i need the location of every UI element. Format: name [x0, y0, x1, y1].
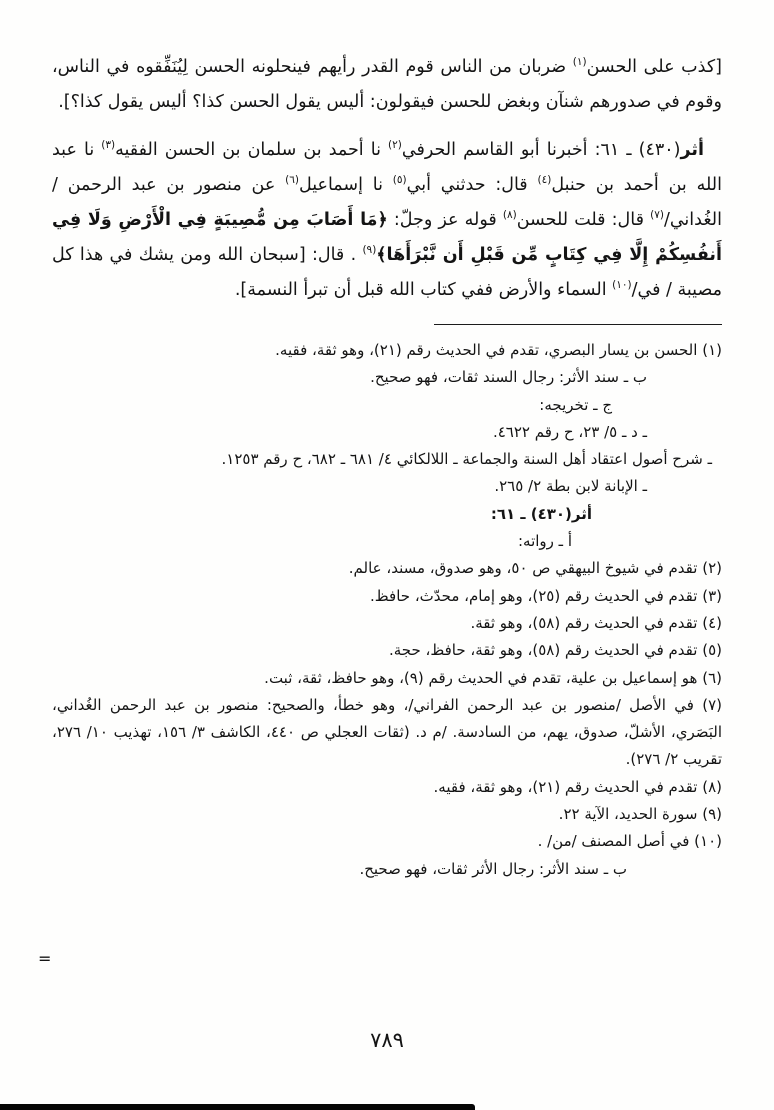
footnote-line-5: [52, 637, 722, 664]
footnote-line-7: [52, 692, 722, 774]
text-segment: أثر: [680, 140, 704, 160]
text-segment: [كذب على الحسن: [586, 57, 722, 77]
footnote-marker: (٩): [702, 805, 722, 824]
footnote-line-athar-heading: [52, 501, 722, 528]
footnote-line-1: [52, 337, 722, 364]
footnote-line-9: [52, 801, 722, 828]
footnote-line-source-ibana: [52, 473, 722, 500]
footnote-text: تقدم في الحديث رقم (٢٥)، وهو إمام، محدّث، حافظ.: [370, 586, 698, 605]
footnote-marker: (٢): [702, 559, 722, 578]
footnote-separator: [434, 324, 722, 325]
text-segment: قال: قلت للحسن: [516, 210, 651, 230]
footnote-line-source-lalakai: [52, 446, 722, 473]
text-segment: ضربان من الناس قوم القدر رأيهم فينحلونه الحسن لِيُنَفِّقوه في الناس، وقوم في صدورهم شنآن وبغض للحسن فيقولون: أليس يقول الحسن كذا؟ أليس يقول كذا؟].: [52, 57, 722, 112]
footnote-reference: (٨): [502, 209, 517, 222]
continuation-mark: =: [38, 949, 52, 968]
text-segment: قوله عز وجلّ:: [387, 210, 503, 230]
footnote-marker: (١٠): [694, 832, 722, 851]
scan-artifact: [0, 1104, 475, 1110]
footnote-line-ruwat-heading: [52, 528, 722, 555]
footnote-text: تقدم في الحديث رقم (٥٨)، وهو ثقة.: [470, 613, 698, 632]
footnote-marker: (٣): [702, 586, 722, 605]
footnote-text: ـ الإبانة لابن بطة ٢/ ٢٦٥.: [494, 477, 647, 496]
footnote-line-8: [52, 774, 722, 801]
text-segment: (٤٣٠) ـ ٦١: أخبرنا أبو القاسم الحرفي: [401, 140, 681, 160]
footnote-reference: (٥): [392, 174, 407, 187]
footnote-line-6: [52, 665, 722, 692]
footnote-text: ـ د ـ ٥/ ٢٣، ح رقم ٤٦٢٢.: [492, 422, 647, 441]
paragraph-hasan-quote: [52, 50, 722, 120]
footnote-text: تقدم في شيوخ البيهقي ص ٥٠، وهو صدوق، مسند، عالم.: [348, 559, 698, 578]
text-segment: قال: حدثني أبي: [406, 175, 538, 195]
footnote-text: ب ـ سند الأثر: رجال الأثر ثقات، فهو صحيح.: [359, 859, 627, 878]
page-number: ٧٨٩: [370, 1028, 404, 1052]
footnote-marker: (٨): [702, 777, 722, 796]
footnote-text: أ ـ رواته:: [517, 532, 572, 551]
footnote-reference: (٢): [388, 139, 402, 152]
footnote-reference: (١٠): [612, 279, 632, 292]
text-segment: نا أحمد بن سلمان بن الحسن الفقيه: [115, 140, 389, 160]
footnote-text: سورة الحديد، الآية ٢٢.: [558, 805, 698, 824]
footnote-text: تقدم في الحديث رقم (٥٨)، وهو ثقة، حافظ، حجة.: [389, 641, 698, 660]
footnote-marker: (١): [702, 341, 722, 359]
footnote-text: تقدم في الحديث رقم (٢١)، وهو ثقة، فقيه.: [433, 777, 698, 796]
footnote-line-sanad-b: [52, 856, 722, 883]
footnote-marker: (٧): [702, 695, 722, 714]
text-segment: السماء والأرض ففي كتاب الله قبل أن تبرأ النسمة].: [234, 280, 613, 300]
footnote-marker: (٦): [702, 668, 722, 687]
footnote-line-sanad-a: [52, 364, 722, 391]
footnote-text: ج ـ تخريجه:: [539, 395, 612, 414]
footnote-line-10: [52, 828, 722, 855]
footnote-reference: (٣): [101, 139, 116, 152]
footnote-reference: (٦): [285, 174, 299, 187]
footnote-reference: (٧): [650, 209, 664, 222]
footnote-text: أثر(٤٣٠) ـ ٦١:: [490, 504, 592, 523]
footnote-text: في أصل المصنف /من/ .: [537, 832, 690, 851]
footnote-reference: (٤): [537, 174, 552, 187]
footnote-marker: (٤): [702, 613, 722, 632]
footnote-text: ب ـ سند الأثر: رجال السند ثقات، فهو صحيح.: [370, 368, 647, 387]
text-segment: . قال: [سبحان الله ومن يشك في هذا كل مصيبة / في/: [52, 245, 722, 300]
paragraph-athar-430: [52, 133, 722, 308]
footnote-reference: (١): [572, 56, 587, 69]
footnote-line-3: [52, 583, 722, 610]
text-segment: نا إسماعيل: [298, 175, 393, 195]
text-segment: ﴿مَا أَصَابَ مِن مُّصِيبَةٍ فِي الْأَرْضِ وَلَا فِي أَنفُسِكُمْ إِلَّا فِي كِتَابٍ مِّن قَبْلِ أَن نَّبْرَأَهَا﴾: [52, 210, 722, 265]
footnote-line-4: [52, 610, 722, 637]
footnote-reference: (٩): [362, 244, 377, 257]
footnote-text: ـ شرح أصول اعتقاد أهل السنة والجماعة ـ اللالكائي ٤/ ٦٨١ ـ ٦٨٢، ح رقم ١٢٥٣.: [221, 450, 712, 469]
footnote-line-2: [52, 555, 722, 582]
footnote-line-takhrij: [52, 392, 722, 419]
footnote-text: هو إسماعيل بن علية، تقدم في الحديث رقم (٩)، وهو حافظ، ثقة، ثبت.: [264, 668, 698, 687]
footnotes-section: [52, 337, 722, 883]
main-text: [52, 50, 722, 308]
footnote-line-source-dawud: [52, 419, 722, 446]
text-segment: عن منصور بن عبد الرحمن / الغُداني/: [52, 175, 722, 230]
text-segment: نا عبد الله بن أحمد بن حنبل: [52, 140, 722, 195]
footnote-text: الحسن بن يسار البصري، تقدم في الحديث رقم (٢١)، وهو ثقة، فقيه.: [275, 341, 698, 359]
footnote-marker: (٥): [702, 641, 722, 660]
footnote-text: في الأصل /منصور بن عبد الرحمن الفراني/، وهو خطأ، والصحيح: منصور بن عبد الرحمن الغُداني، البَصَري، الأشلّ، صدوق، يهم، من السادسة. /م د. (ثقات العجلي ص ٤٤٠، الكاشف ٣/ ١٥٦، تهذيب ١٠/ ٢٧٦، تقريب ٢/ ٢٧٦).: [52, 695, 723, 769]
